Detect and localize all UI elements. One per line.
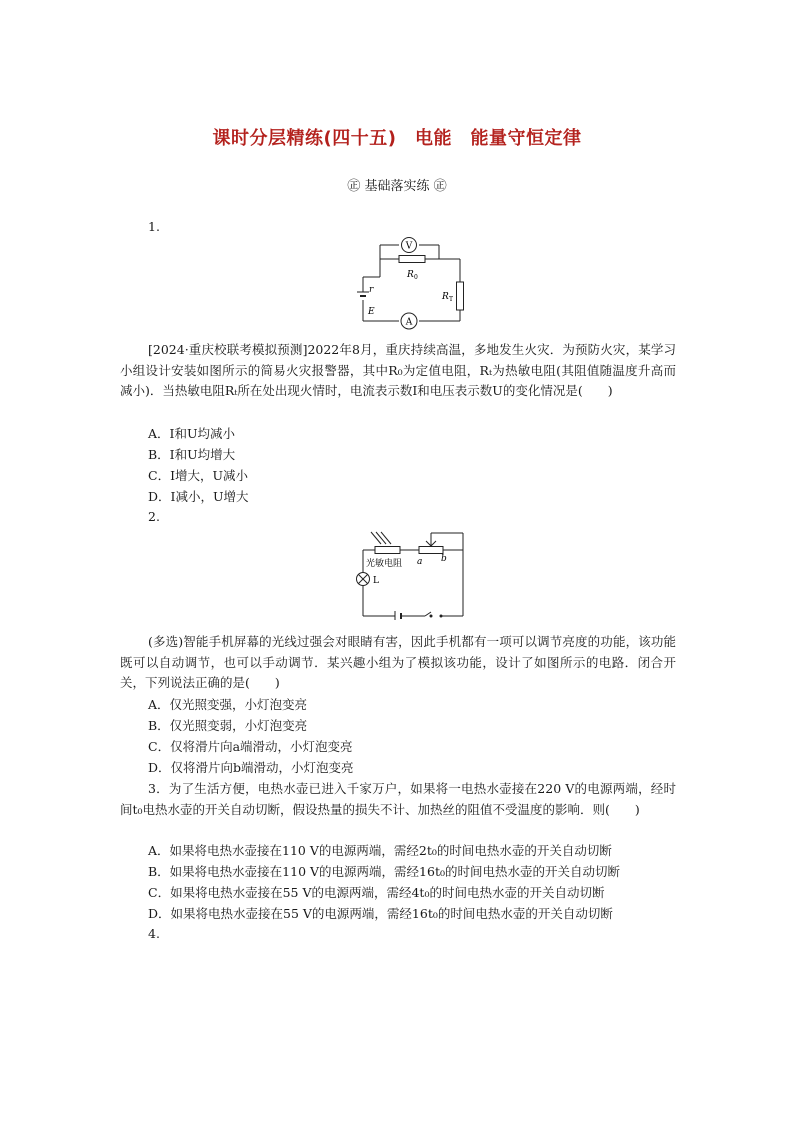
question-1-option-c: C．I增大，U减小 xyxy=(148,468,249,483)
svg-text:0: 0 xyxy=(414,274,418,281)
svg-text:光敏电阻: 光敏电阻 xyxy=(366,559,403,569)
svg-text:R: R xyxy=(407,270,414,280)
voltmeter-icon xyxy=(402,238,417,253)
svg-text:a: a xyxy=(417,557,423,567)
question-2-number: 2. xyxy=(148,509,160,524)
question-3-option-b: B．如果将电热水壶接在110 V的电源两端，需经16t₀的时间电热水壶的开关自动切断 xyxy=(148,864,620,879)
question-2-option-c: C．仅将滑片向a端滑动，小灯泡变亮 xyxy=(148,739,353,754)
question-2-stem: (多选)智能手机屏幕的光线过强会对眼睛有害，因此手机都有一项可以调节亮度的功能，该功能既可以自动调节，也可以手动调节．某兴趣小组为了模拟该功能，设计了如图所示的电路．闭合开关，下列说法正确的是( ) xyxy=(120,634,676,690)
question-2-option-a: A．仅光照变强，小灯泡变亮 xyxy=(148,697,308,712)
section-heading: ㊣ 基础落实练 ㊣ xyxy=(347,179,447,194)
circuit-diagram-1 xyxy=(355,237,475,332)
question-3-stem: 3．为了生活方便，电热水壶已进入千家万户，如果将一电热水壶接在220 V的电源两端，经时间t₀电热水壶的开关自动切断，假设热量的损失不计、加热丝的阻值不受温度的影响．则( ) xyxy=(120,781,676,817)
page-title: 课时分层精练(四十五) 电能 能量守恒定律 xyxy=(212,128,582,149)
switch-icon xyxy=(430,615,443,618)
question-1-stem: [2024·重庆校联考模拟预测]2022年8月，重庆持续高温，多地发生火灾．为预防火灾，某学习小组设计安装如图所示的简易火灾报警器，其中R₀为定值电阻，Rₜ为热敏电阻(其阻值随温度升高而减小)．当热敏电阻Rₜ所在处出现火情时，电流表示数I和电压表示数U的变化情况是( ) xyxy=(120,342,676,398)
ammeter-icon xyxy=(401,313,417,329)
question-2-option-b: B．仅光照变弱，小灯泡变亮 xyxy=(148,718,308,733)
svg-text:b: b xyxy=(441,554,447,564)
question-3-option-d: D．如果将电热水壶接在55 V的电源两端，需经16t₀的时间电热水壶的开关自动切断 xyxy=(148,906,613,921)
question-1-option-b: B．I和U均增大 xyxy=(148,447,236,462)
battery-icon xyxy=(357,285,375,317)
circuit-diagram-2 xyxy=(355,528,475,620)
question-1-number: 1. xyxy=(148,219,160,234)
svg-text:r: r xyxy=(369,285,374,295)
svg-text:T: T xyxy=(449,296,454,303)
svg-text:L: L xyxy=(373,576,379,586)
light-rays-icon xyxy=(371,532,391,544)
battery-icon xyxy=(395,611,401,620)
lamp-icon xyxy=(357,573,380,587)
svg-text:E: E xyxy=(368,307,375,317)
question-3-option-a: A．如果将电热水壶接在110 V的电源两端，需经2t₀的时间电热水壶的开关自动切断 xyxy=(148,843,612,858)
thermistor-rt-icon xyxy=(441,282,464,310)
question-1-option-d: D．I减小，U增大 xyxy=(148,489,249,504)
svg-text:A: A xyxy=(405,317,413,328)
resistor-r0-icon xyxy=(399,256,425,282)
question-4-number: 4. xyxy=(148,926,160,941)
svg-text:R: R xyxy=(442,292,449,302)
question-1-option-a: A．I和U均减小 xyxy=(148,426,235,441)
rheostat-icon xyxy=(417,547,447,568)
question-3-option-c: C．如果将电热水壶接在55 V的电源两端，需经4t₀的时间电热水壶的开关自动切断 xyxy=(148,885,605,900)
svg-text:V: V xyxy=(405,241,413,252)
question-2-option-d: D．仅将滑片向b端滑动，小灯泡变亮 xyxy=(148,760,354,775)
